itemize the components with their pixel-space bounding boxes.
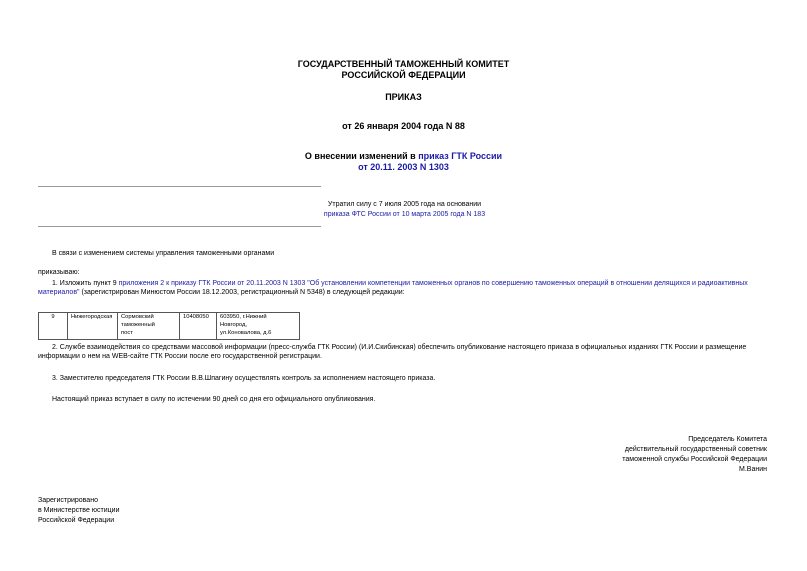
registration-line-1: Зарегистрировано bbox=[38, 497, 98, 504]
signature-name: М.Ванин bbox=[739, 465, 767, 473]
subject-prefix: О внесении изменений в bbox=[304, 151, 419, 161]
document-type: ПРИКАЗ bbox=[385, 92, 422, 102]
item-1-suffix: (зарегистрирован Минюстом России 18.12.2003, регистрационный N 5348) в следующей редакции: bbox=[79, 289, 405, 297]
item-1-prefix: 1. Изложить пункт 9 bbox=[52, 280, 119, 287]
subject-link-date[interactable]: от 20.11. 2003 N 1303 bbox=[358, 161, 449, 172]
cell-region: Нижегородская bbox=[68, 313, 118, 340]
org-line-2: РОССИЙСКОЙ ФЕДЕРАЦИИ bbox=[341, 69, 466, 80]
table-row bbox=[39, 313, 300, 340]
item-3: 3. Заместителю председателя ГТК России В.В.Шпагину осуществлять контроль за исполнением настоящего приказа. bbox=[52, 375, 436, 382]
cell-customs-post: Сормовский таможенный пост bbox=[118, 313, 180, 340]
registration-block bbox=[38, 496, 119, 526]
item-1-appendix-link[interactable]: приложения 2 к приказу ГТК России от 20.11.2003 N 1303 bbox=[118, 280, 306, 287]
item-1-title-link-end[interactable]: материалов" bbox=[38, 289, 80, 297]
signature-rank: действительный государственный советник bbox=[624, 445, 767, 453]
signature-block bbox=[622, 435, 767, 475]
cell-number: 9 bbox=[39, 313, 68, 340]
effective-date-paragraph: Настоящий приказ вступает в силу по истечении 90 дней со дня его официального опубликования. bbox=[52, 396, 376, 403]
competence-table bbox=[38, 312, 300, 340]
intro-paragraph: В связи с изменением системы управления таможенными органами bbox=[52, 250, 275, 257]
document-date-number: от 26 января 2004 года N 88 bbox=[342, 121, 465, 131]
item-1 bbox=[38, 279, 778, 297]
registration-line-3: Российской Федерации bbox=[38, 517, 115, 525]
item-2: 2. Службе взаимодействия со средствами массовой информации (пресс-служба ГТК России) (И.И.Скибинская) обеспечить опубликование настоящего приказа в официальных изданиях ГТК России и размещение информации о нем на WEB-сайте ГТК России после его государственной регистрации. bbox=[38, 344, 747, 361]
document-subject bbox=[0, 151, 807, 173]
subject-link-order[interactable]: приказ ГТК России bbox=[418, 151, 503, 161]
revocation-text: Утратил силу с 7 июля 2005 года на основании bbox=[327, 201, 482, 208]
registration-line-2: в Министерстве юстиции bbox=[38, 507, 120, 515]
signature-service: таможенной службы Российской Федерации bbox=[622, 455, 767, 463]
item-1-title-link[interactable]: "Об установлении компетенции таможенных органов по совершению таможенных операций в отношении делящихся и радиоактивных bbox=[305, 280, 748, 287]
cell-code: 10408050 bbox=[180, 313, 217, 340]
divider-bottom bbox=[38, 226, 321, 227]
organization-name bbox=[0, 59, 807, 81]
cell-address: 603950, г.Нижний Новгород, ул.Коновалова, д.6 bbox=[217, 313, 300, 340]
order-word: приказываю: bbox=[38, 269, 80, 276]
revocation-link[interactable]: приказа ФТС России от 10 марта 2005 года N 183 bbox=[323, 210, 486, 218]
revocation-notice bbox=[270, 200, 539, 220]
org-line-1: ГОСУДАРСТВЕННЫЙ ТАМОЖЕННЫЙ КОМИТЕТ bbox=[297, 59, 510, 69]
divider-top bbox=[38, 186, 321, 187]
signature-position: Председатель Комитета bbox=[688, 436, 767, 443]
